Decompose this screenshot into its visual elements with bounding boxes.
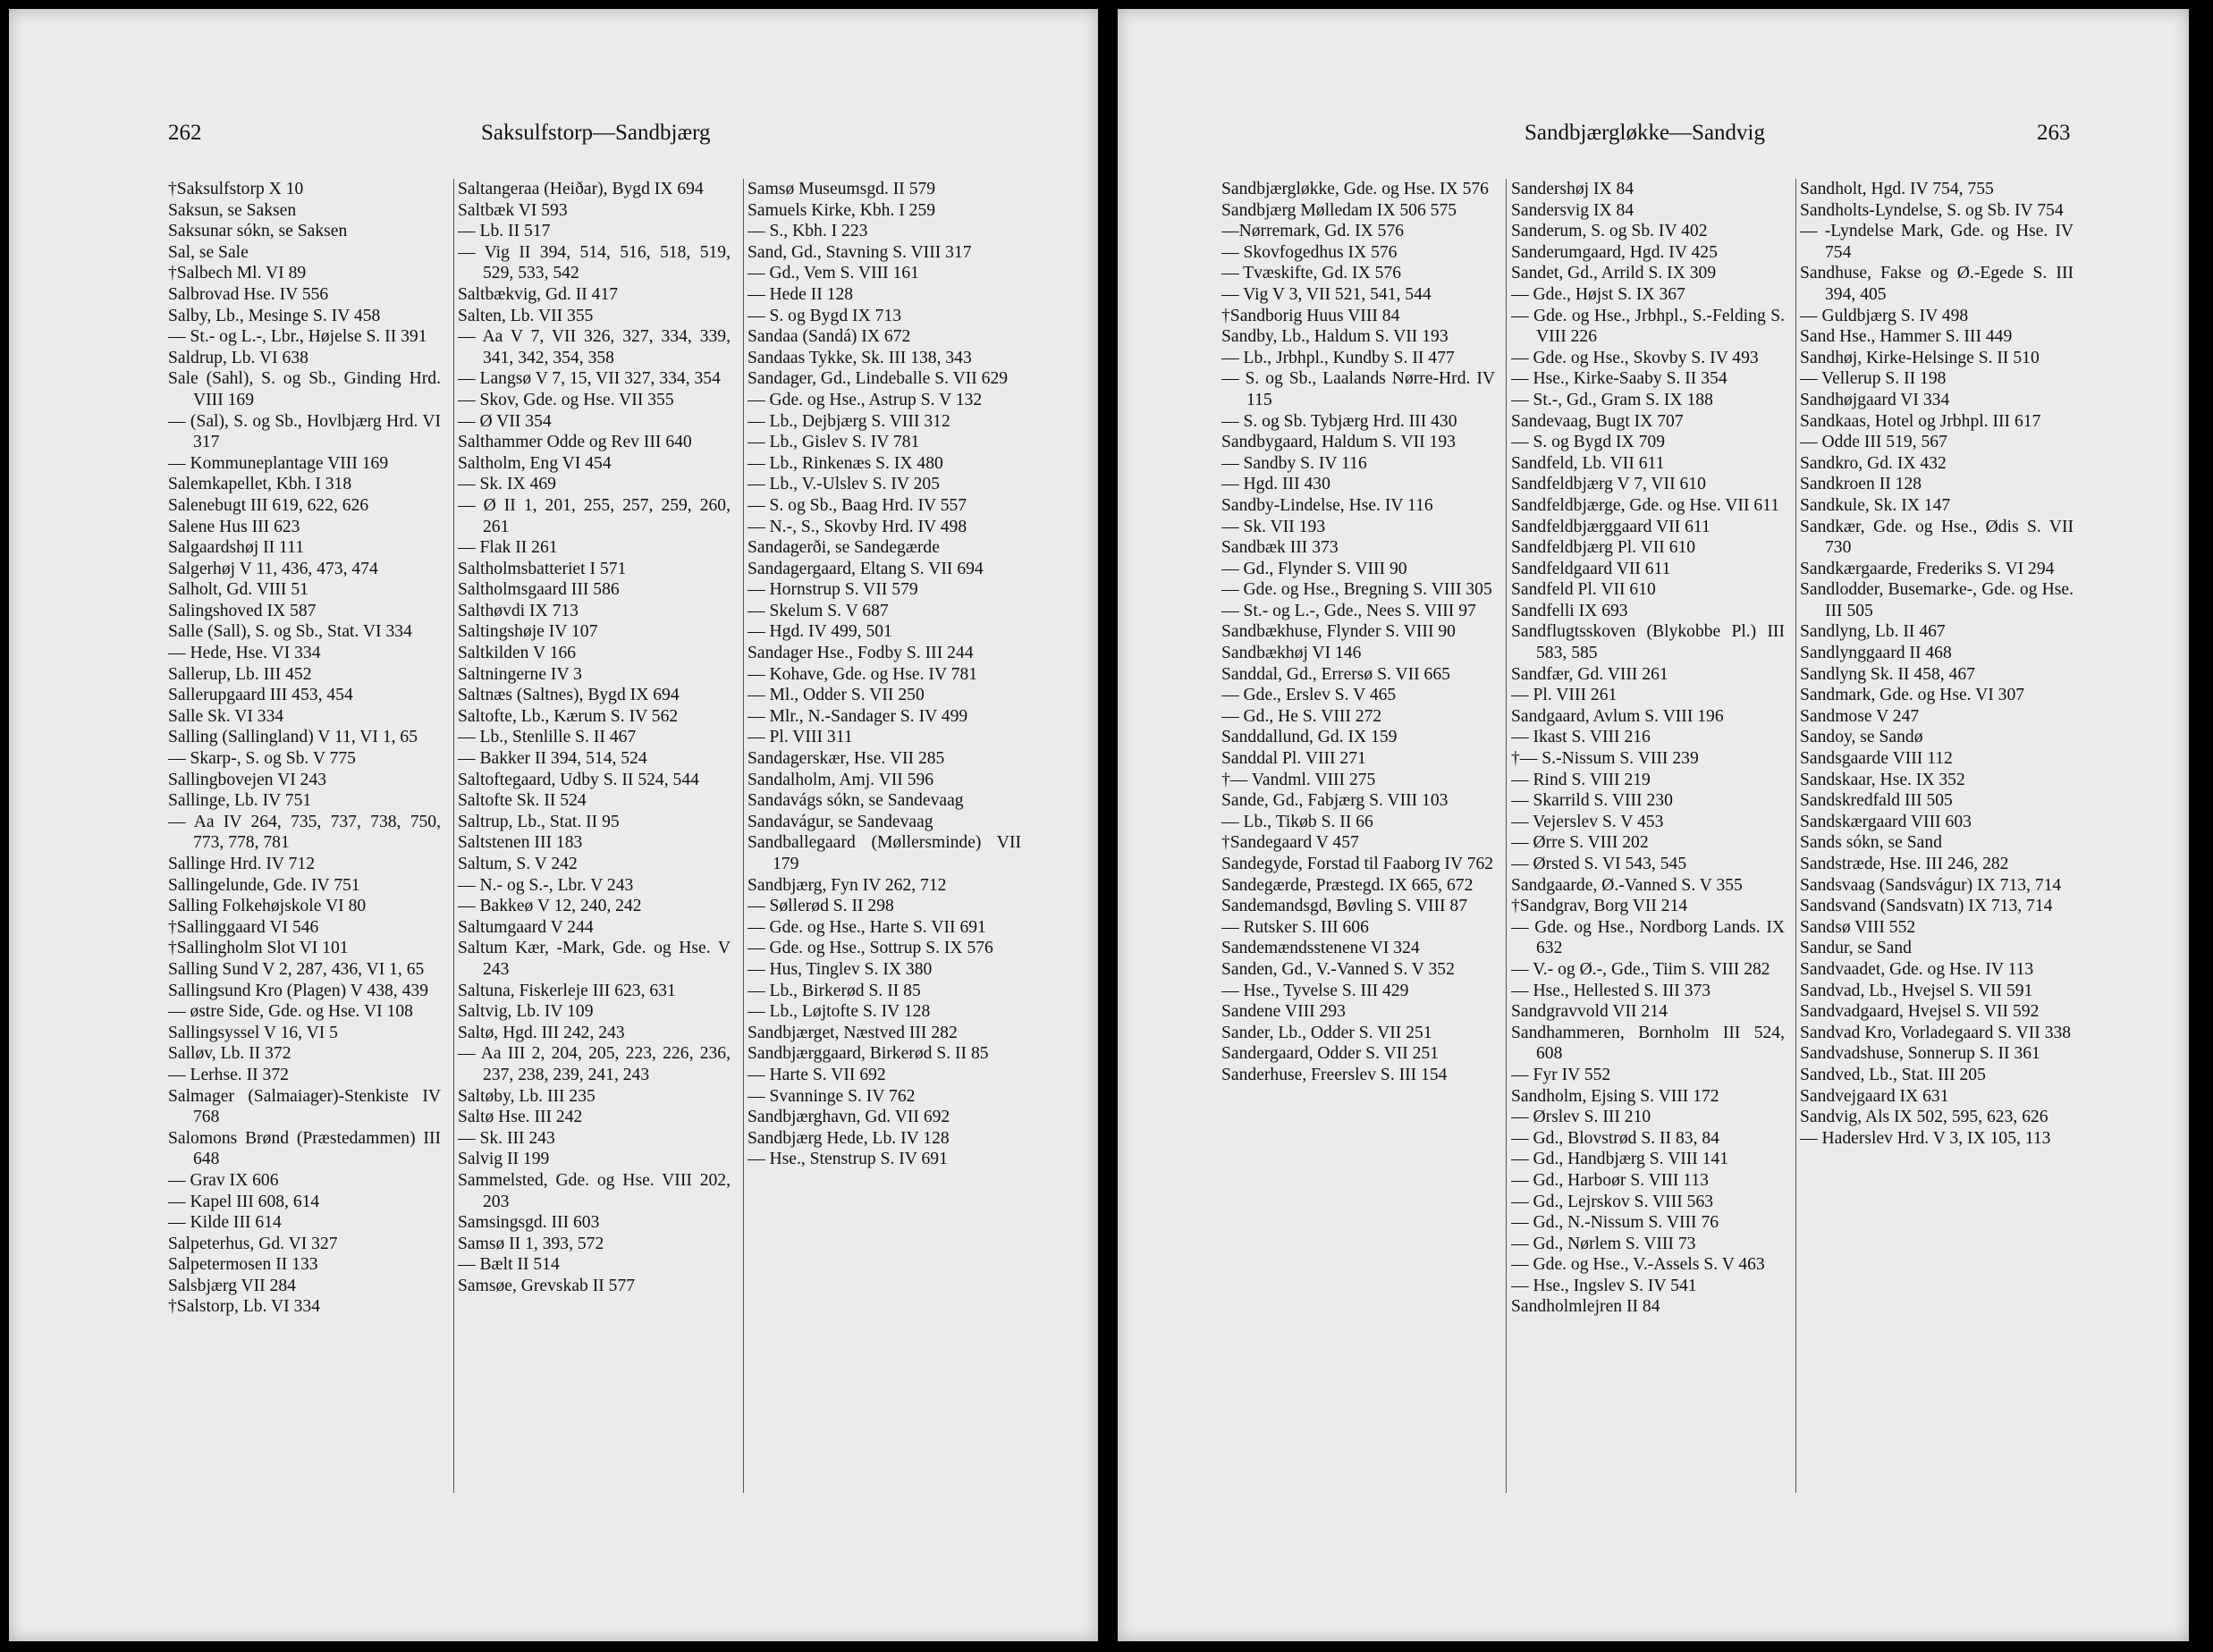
index-entry: Salgerhøj V 11, 436, 473, 474 — [168, 559, 378, 578]
index-entry: — Gd., He S. VIII 272 — [1221, 706, 1382, 726]
index-entry: Salpeterhus, Gd. VI 327 — [168, 1234, 338, 1253]
index-entry: — Aa V 7, VII 326, 327, 334, 339, 341, 342, 354, 358 — [458, 327, 731, 367]
column-rule — [453, 179, 454, 1493]
index-entry: Saltangeraa (Heiðar), Bygd IX 694 — [458, 180, 704, 198]
index-entry: †Sallinggaard VI 546 — [168, 917, 319, 937]
index-entry: — Hse., Ingslev S. IV 541 — [1511, 1276, 1697, 1295]
index-entry: Sandholt, Hgd. IV 754, 755 — [1800, 180, 1994, 198]
index-entry: — Ørsted S. VI 543, 545 — [1511, 855, 1687, 873]
index-entry: — Mlr., N.-Sandager S. IV 499 — [748, 706, 968, 726]
index-entry: Sandby, Lb., Haldum S. VII 193 — [1221, 327, 1449, 347]
index-entry: Salomons Brønd (Præstedammen) III 648 — [168, 1128, 441, 1169]
index-entry: Sandur, se Sand — [1800, 939, 1912, 958]
index-entry: Saltum Kær, -Mark, Gde. og Hse. V 243 — [458, 939, 731, 979]
index-entry: Sandfeldbjærg Pl. VII 610 — [1511, 538, 1696, 558]
index-entry: Saltholmsbatteriet I 571 — [458, 559, 627, 578]
index-entry: †Sandegaard V 457 — [1221, 833, 1359, 853]
index-entry: Sandmose V 247 — [1800, 706, 1920, 726]
index-entry: — Lb. II 517 — [458, 222, 551, 241]
index-entry: Sandbjærg, Fyn IV 262, 712 — [748, 875, 947, 895]
index-entry: Sandagerði, se Sandegærde — [748, 538, 940, 558]
index-entry: — Hgd. III 430 — [1221, 475, 1330, 494]
index-entry: Sandaa (Sandá) IX 672 — [748, 327, 911, 347]
index-entry: — Gde. og Hse., V.-Assels S. V 463 — [1511, 1255, 1765, 1275]
index-entry: Sandfeld, Lb. VII 611 — [1511, 453, 1665, 473]
index-entry: Salene Hus III 623 — [168, 517, 300, 536]
index-entry: — Rind S. VIII 219 — [1511, 770, 1651, 789]
index-entry: Sandvad Kro, Vorladegaard S. VII 338 — [1800, 1023, 2072, 1042]
index-entry: — V.- og Ø.-, Gde., Tiim S. VIII 282 — [1511, 959, 1770, 979]
index-entry: Salvig II 199 — [458, 1150, 550, 1169]
index-entry: Sandkærgaarde, Frederiks S. VI 294 — [1800, 559, 2055, 578]
index-entry: — Søllerød S. II 298 — [748, 897, 894, 916]
index-entry: — N.- og S.-, Lbr. V 243 — [458, 875, 634, 895]
index-entry: Salenebugt III 619, 622, 626 — [168, 495, 369, 515]
index-entry: Sandskærgaard VIII 603 — [1800, 812, 1972, 831]
index-entry: Saksunar sókn, se Saksen — [168, 222, 348, 241]
index-entry: — Kommuneplantage VIII 169 — [168, 453, 389, 473]
index-entry: Sandbjærget, Næstved III 282 — [748, 1023, 958, 1042]
index-entry: — Lb., Jrbhpl., Kundby S. II 477 — [1221, 348, 1455, 367]
index-entry: Sandlyng Sk. II 458, 467 — [1800, 664, 1975, 684]
index-entry: Sanderumgaard, Hgd. IV 425 — [1511, 242, 1718, 262]
index-entry: Sandhammeren, Bornholm III 524, 608 — [1511, 1023, 1785, 1064]
index-entry: Saltbæk VI 593 — [458, 200, 568, 220]
index-entry: Sandfeldbjærg V 7, VII 610 — [1511, 475, 1706, 494]
index-entry: Salløv, Lb. II 372 — [168, 1044, 291, 1064]
index-entry: Sallinge Hrd. IV 712 — [168, 855, 315, 873]
running-head: Saksulfstorp—Sandbjærg — [481, 121, 711, 145]
index-entry: Saltuna, Fiskerleje III 623, 631 — [458, 981, 676, 1000]
index-entry: Sandavágur, se Sandevaag — [748, 812, 933, 831]
index-entry: Sandbjærggaard, Birkerød S. II 85 — [748, 1044, 989, 1064]
index-entry: Sandbækhøj VI 146 — [1221, 644, 1362, 663]
index-entry: Sandlodder, Busemarke-, Gde. og Hse. III 505 — [1800, 580, 2074, 620]
index-entry: — Pl. VIII 311 — [748, 728, 853, 747]
index-entry: Sanderum, S. og Sb. IV 402 — [1511, 222, 1708, 241]
index-entry: — Bælt II 514 — [458, 1255, 560, 1275]
index-entry: — Bakker II 394, 514, 524 — [458, 749, 647, 769]
index-column — [1221, 179, 1495, 1511]
index-entry: Sandved, Lb., Stat. III 205 — [1800, 1065, 1986, 1084]
index-entry: — S., Kbh. I 223 — [748, 222, 868, 241]
index-entry: — Lb., Rinkenæs S. IX 480 — [748, 453, 943, 473]
index-entry: — Haderslev Hrd. V 3, IX 105, 113 — [1800, 1128, 2051, 1148]
index-entry: Samsø II 1, 393, 572 — [458, 1234, 604, 1253]
index-entry: — Gde., Erslev S. V 465 — [1221, 686, 1397, 705]
index-entry: Sandfær, Gd. VIII 261 — [1511, 664, 1668, 684]
index-entry: Saltvig, Lb. IV 109 — [458, 1002, 594, 1022]
index-entry: Sanddallund, Gd. IX 159 — [1221, 728, 1398, 747]
index-entry: — Ø II 1, 201, 255, 257, 259, 260, 261 — [458, 495, 731, 536]
index-entry: Sandagergaard, Eltang S. VII 694 — [748, 559, 984, 578]
index-entry: Saltofte Sk. II 524 — [458, 791, 587, 811]
index-entry: Sande, Gd., Fabjærg S. VIII 103 — [1221, 791, 1449, 811]
index-entry: — Lb., V.-Ulslev S. IV 205 — [748, 475, 941, 494]
index-entry: — Lb., Tikøb S. II 66 — [1221, 812, 1373, 831]
index-entry: Sandager Hse., Fodby S. III 244 — [748, 644, 974, 663]
index-entry: — Svanninge S. IV 762 — [748, 1086, 916, 1106]
index-column — [1511, 179, 1785, 1511]
index-entry: Sal, se Sale — [168, 242, 249, 262]
index-entry: — Ø VII 354 — [458, 411, 552, 431]
index-entry: — Gd., Lejrskov S. VIII 563 — [1511, 1192, 1714, 1211]
index-entry: Saltø Hse. III 242 — [458, 1108, 583, 1127]
index-entry: — Gde. og Hse., Harte S. VII 691 — [748, 917, 986, 937]
index-entry: — St.-, Gd., Gram S. IX 188 — [1511, 390, 1713, 409]
index-entry: — Tvæskifte, Gd. IX 576 — [1221, 264, 1402, 283]
index-entry: Sandalholm, Amj. VII 596 — [748, 770, 934, 789]
index-entry: — Gde. og Hse., Sottrup S. IX 576 — [748, 939, 993, 958]
index-entry: Salingshoved IX 587 — [168, 601, 317, 620]
index-entry: Sandskredfald III 505 — [1800, 791, 1953, 811]
index-entry: — Kapel III 608, 614 — [168, 1192, 320, 1211]
index-entry: Sandstræde, Hse. III 246, 282 — [1800, 855, 2009, 873]
running-head: Sandbjærgløkke—Sandvig — [1525, 121, 1765, 145]
index-entry: — Gd., N.-Nissum S. VIII 76 — [1511, 1213, 1719, 1233]
index-entry: Sandkroen II 128 — [1800, 475, 1922, 494]
index-entry: Sandvejgaard IX 631 — [1800, 1086, 1949, 1106]
index-entry: — Gde. og Hse., Skovby S. IV 493 — [1511, 348, 1759, 367]
index-entry: Sanddal, Gd., Errersø S. VII 665 — [1221, 664, 1450, 684]
index-entry: Saltofte, Lb., Kærum S. IV 562 — [458, 706, 679, 726]
index-entry: Sandvadgaard, Hvejsel S. VII 592 — [1800, 1002, 2040, 1022]
index-entry: Saksun, se Saksen — [168, 200, 297, 220]
index-entry: Sallinge, Lb. IV 751 — [168, 791, 312, 811]
index-entry: Sands sókn, se Sand — [1800, 833, 1942, 853]
index-column — [748, 179, 1021, 1511]
index-entry: Sandballegaard (Møllersminde) VII 179 — [748, 833, 1021, 873]
index-entry: Sandvad, Lb., Hvejsel S. VII 591 — [1800, 981, 2033, 1000]
index-entry: Sandet, Gd., Arrild S. IX 309 — [1511, 264, 1717, 283]
index-entry: Sandoy, se Sandø — [1800, 728, 1923, 747]
index-entry: Sandbjærghavn, Gd. VII 692 — [748, 1108, 950, 1127]
index-entry: Salthøvdi IX 713 — [458, 601, 579, 620]
page-number: 262 — [168, 121, 202, 145]
index-entry: Sandkaas, Hotel og Jrbhpl. III 617 — [1800, 411, 2041, 431]
index-entry: — Flak II 261 — [458, 538, 558, 558]
index-entry: — Aa III 2, 204, 205, 223, 226, 236, 237, 238, 239, 241, 243 — [458, 1044, 731, 1084]
index-entry: Saltningerne IV 3 — [458, 664, 582, 684]
index-entry: Salten, Lb. VII 355 — [458, 306, 594, 325]
index-entry: Samsingsgd. III 603 — [458, 1213, 600, 1233]
index-entry: †Sandborig Huus VIII 84 — [1221, 306, 1400, 325]
index-entry: — Lb., Birkerød S. II 85 — [748, 981, 921, 1000]
index-entry: Sandbjærg Hede, Lb. IV 128 — [748, 1128, 950, 1148]
index-entry: Sallerup, Lb. III 452 — [168, 664, 312, 684]
index-entry: Sand Hse., Hammer S. III 449 — [1800, 327, 2013, 347]
index-entry: Samuels Kirke, Kbh. I 259 — [748, 200, 936, 220]
index-entry: Sandbækhuse, Flynder S. VIII 90 — [1221, 622, 1456, 642]
index-entry: Salgaardshøj II 111 — [168, 538, 304, 558]
index-entry: Saltkilden V 166 — [458, 644, 577, 663]
index-entry: Sandhuse, Fakse og Ø.-Egede S. III 394, 405 — [1800, 264, 2074, 304]
index-entry: Saltum, S. V 242 — [458, 855, 578, 873]
index-entry: — Bakkeø V 12, 240, 242 — [458, 897, 642, 916]
index-entry: Saltø, Hgd. III 242, 243 — [458, 1023, 625, 1042]
index-entry: Sallerupgaard III 453, 454 — [168, 686, 353, 705]
index-entry: Sandskaar, Hse. IX 352 — [1800, 770, 1965, 789]
index-entry: Sanddal Pl. VIII 271 — [1221, 749, 1366, 769]
index-entry: — Lb., Stenlille S. II 467 — [458, 728, 637, 747]
index-entry: Sandsø VIII 552 — [1800, 917, 1916, 937]
index-entry: — Odde III 519, 567 — [1800, 433, 1947, 452]
index-entry: Sandegærde, Præstegd. IX 665, 672 — [1221, 875, 1474, 895]
index-entry: — Rutsker S. III 606 — [1221, 917, 1369, 937]
index-entry: †Sallingholm Slot VI 101 — [168, 939, 349, 958]
index-entry: — S. og Sb. Tybjærg Hrd. III 430 — [1221, 411, 1457, 431]
index-entry: Sandbæk III 373 — [1221, 538, 1339, 558]
index-entry: — Skov, Gde. og Hse. VII 355 — [458, 390, 674, 409]
index-entry: Salling (Sallingland) V 11, VI 1, 65 — [168, 728, 418, 747]
index-entry: — Hornstrup S. VII 579 — [748, 580, 918, 600]
index-entry: — Lb., Løjtofte S. IV 128 — [748, 1002, 931, 1022]
index-entry: Sandemandsgd, Bøvling S. VIII 87 — [1221, 897, 1468, 916]
index-entry: Sandflugtsskoven (Blykobbe Pl.) III 583, 585 — [1511, 622, 1785, 663]
index-entry: — Hgd. IV 499, 501 — [748, 622, 892, 642]
index-entry: — Hus, Tinglev S. IX 380 — [748, 959, 933, 979]
index-entry: — Gd., Blovstrød S. II 83, 84 — [1511, 1128, 1719, 1148]
index-entry: — (Sal), S. og Sb., Hovlbjærg Hrd. VI 317 — [168, 411, 441, 452]
index-entry: — Sk. III 243 — [458, 1128, 555, 1148]
index-entry: — Vejerslev S. V 453 — [1511, 812, 1664, 831]
index-entry: Salthammer Odde og Rev III 640 — [458, 433, 692, 452]
index-entry: Sandemændsstenene VI 324 — [1221, 939, 1420, 958]
index-entry: — Sk. VII 193 — [1221, 517, 1326, 536]
index-entry: — Hse., Stenstrup S. IV 691 — [748, 1150, 948, 1169]
index-entry: Sandsgaarde VIII 112 — [1800, 749, 1953, 769]
index-entry: — S. og Bygd IX 709 — [1511, 433, 1666, 452]
index-entry: — Hse., Hellested S. III 373 — [1511, 981, 1711, 1000]
index-entry: — Hede, Hse. VI 334 — [168, 644, 321, 663]
index-entry: Saltumgaard V 244 — [458, 917, 594, 937]
index-entry: — St.- og L.-, Gde., Nees S. VIII 97 — [1221, 601, 1476, 620]
index-entry: Sanden, Gd., V.-Vanned S. V 352 — [1221, 959, 1455, 979]
index-entry: Salling Sund V 2, 287, 436, VI 1, 65 — [168, 959, 425, 979]
index-entry: Sandevaag, Bugt IX 707 — [1511, 411, 1684, 431]
index-entry: Sandsvaag (Sandsvágur) IX 713, 714 — [1800, 875, 2062, 895]
index-entry: — -Lyndelse Mark, Gde. og Hse. IV 754 — [1800, 222, 2074, 262]
index-entry: — Fyr IV 552 — [1511, 1065, 1611, 1084]
index-entry: — Hede II 128 — [748, 284, 854, 304]
index-entry: Sandvaadet, Gde. og Hse. IV 113 — [1800, 959, 2034, 979]
index-entry: Saltøby, Lb. III 235 — [458, 1086, 595, 1106]
column-rule — [1795, 179, 1796, 1493]
index-entry: — Guldbjærg S. IV 498 — [1800, 306, 1969, 325]
index-entry: †Salstorp, Lb. VI 334 — [168, 1297, 320, 1317]
index-entry: Salsbjærg VII 284 — [168, 1276, 296, 1295]
index-entry: Sandfeldbjærge, Gde. og Hse. VII 611 — [1511, 495, 1780, 515]
index-entry: Saldrup, Lb. VI 638 — [168, 348, 308, 367]
index-entry: Sandaas Tykke, Sk. III 138, 343 — [748, 348, 972, 367]
column-rule — [743, 179, 744, 1493]
index-entry: Sandbjærg Mølledam IX 506 575 — [1221, 200, 1457, 220]
index-entry: Sandholmlejren II 84 — [1511, 1297, 1660, 1317]
index-entry: Saltholmsgaard III 586 — [458, 580, 620, 600]
index-entry: Sandegyde, Forstad til Faaborg IV 762 — [1221, 855, 1494, 873]
index-entry: — Kohave, Gde. og Hse. IV 781 — [748, 664, 978, 684]
index-entry: Sandagerskær, Hse. VII 285 — [748, 749, 945, 769]
index-entry: †Saksulfstorp X 10 — [168, 180, 304, 198]
index-entry: — Ørre S. VIII 202 — [1511, 833, 1649, 853]
index-entry: — Gde. og Hse., Jrbhpl., S.-Felding S. VIII 226 — [1511, 306, 1785, 347]
index-entry: —Nørremark, Gd. IX 576 — [1221, 222, 1405, 241]
index-entry: — Hse., Kirke-Saaby S. II 354 — [1511, 369, 1727, 389]
index-entry: Salle Sk. VI 334 — [168, 706, 284, 726]
index-entry: Saltholm, Eng VI 454 — [458, 453, 612, 473]
index-entry: — Lb., Dejbjærg S. VIII 312 — [748, 411, 950, 431]
index-column — [1800, 179, 2074, 1511]
index-entry: Sandlynggaard II 468 — [1800, 644, 1952, 663]
index-entry: Sandershøj IX 84 — [1511, 180, 1634, 198]
index-entry: — Lerhse. II 372 — [168, 1065, 289, 1084]
index-entry: Salpetermosen II 133 — [168, 1255, 318, 1275]
index-entry: — Kilde III 614 — [168, 1213, 282, 1233]
index-entry: Sandfelli IX 693 — [1511, 601, 1628, 620]
index-entry: Sandbjærgløkke, Gde. og Hse. IX 576 — [1221, 180, 1489, 198]
index-entry: Sandvig, Als IX 502, 595, 623, 626 — [1800, 1108, 2048, 1127]
index-entry: Sandsvand (Sandsvatn) IX 713, 714 — [1800, 897, 2053, 916]
left-page — [9, 9, 1098, 1641]
index-entry: — S. og Sb., Baag Hrd. IV 557 — [748, 495, 967, 515]
index-entry: Saltbækvig, Gd. II 417 — [458, 284, 619, 304]
index-entry: — Gde. og Hse., Nordborg Lands. IX 632 — [1511, 917, 1785, 958]
page-number: 263 — [2037, 121, 2071, 145]
index-entry: Sandavágs sókn, se Sandevaag — [748, 791, 964, 811]
index-entry: Sandhøj, Kirke-Helsinge S. II 510 — [1800, 348, 2040, 367]
index-entry: — Gd., Handbjærg S. VIII 141 — [1511, 1150, 1729, 1169]
index-entry: Sandlyng, Lb. II 467 — [1800, 622, 1946, 642]
index-entry: — Gde., Højst S. IX 367 — [1511, 284, 1685, 304]
index-column — [168, 179, 441, 1511]
index-entry: Sandersvig IX 84 — [1511, 200, 1634, 220]
index-entry: Sandgravvold VII 214 — [1511, 1002, 1668, 1022]
index-entry: Sammelsted, Gde. og Hse. VIII 202, 203 — [458, 1170, 731, 1211]
index-entry: Sandgaard, Avlum S. VIII 196 — [1511, 706, 1724, 726]
index-entry: Sandholm, Ejsing S. VIII 172 — [1511, 1086, 1719, 1106]
index-entry: Sallingelunde, Gde. IV 751 — [168, 875, 360, 895]
index-entry: Sander, Lb., Odder S. VII 251 — [1221, 1023, 1432, 1042]
index-entry: Sandfeldbjærggaard VII 611 — [1511, 517, 1710, 536]
index-entry: — Hse., Tyvelse S. III 429 — [1221, 981, 1409, 1000]
index-entry: — Skarrild S. VIII 230 — [1511, 791, 1673, 811]
index-entry: Sanderhuse, Freerslev S. III 154 — [1221, 1065, 1448, 1084]
index-entry: Saltstenen III 183 — [458, 833, 583, 853]
index-entry: †— S.-Nissum S. VIII 239 — [1511, 749, 1699, 769]
index-entry: — Grav IX 606 — [168, 1170, 279, 1190]
index-entry: — Aa IV 264, 735, 737, 738, 750, 773, 778, 781 — [168, 812, 441, 853]
index-entry: — Skelum S. V 687 — [748, 601, 889, 620]
index-entry: — Gd., Harboør S. VIII 113 — [1511, 1170, 1709, 1190]
index-entry: Sandgaarde, Ø.-Vanned S. V 355 — [1511, 875, 1743, 895]
index-entry: Sandergaard, Odder S. VII 251 — [1221, 1044, 1440, 1064]
index-entry: Sandkro, Gd. IX 432 — [1800, 453, 1947, 473]
index-entry: — Gd., Flynder S. VIII 90 — [1221, 559, 1407, 578]
index-entry: Salemkapellet, Kbh. I 318 — [168, 475, 352, 494]
index-entry: Sandene VIII 293 — [1221, 1002, 1346, 1022]
index-entry: Samsøe, Grevskab II 577 — [458, 1276, 636, 1295]
index-entry: — Sk. IX 469 — [458, 475, 556, 494]
index-entry: Sallingbovejen VI 243 — [168, 770, 327, 789]
index-entry: Salle (Sall), S. og Sb., Stat. VI 334 — [168, 622, 412, 642]
index-entry: — Gde. og Hse., Bregning S. VIII 305 — [1221, 580, 1492, 600]
index-entry: — Vig V 3, VII 521, 541, 544 — [1221, 284, 1432, 304]
index-entry: — Pl. VIII 261 — [1511, 686, 1618, 705]
index-entry: — Gd., Nørlem S. VIII 73 — [1511, 1234, 1696, 1253]
index-entry: — Harte S. VII 692 — [748, 1065, 886, 1084]
index-entry: Samsø Museumsgd. II 579 — [748, 180, 936, 198]
right-page — [1118, 9, 2189, 1641]
index-entry: Sallingsund Kro (Plagen) V 438, 439 — [168, 981, 428, 1000]
index-entry: Sandholts-Lyndelse, S. og Sb. IV 754 — [1800, 200, 2064, 220]
index-entry: Sale (Sahl), S. og Sb., Ginding Hrd. VIII 169 — [168, 369, 441, 409]
index-entry: Sandbygaard, Haldum S. VII 193 — [1221, 433, 1456, 452]
index-entry: — Ml., Odder S. VII 250 — [748, 686, 925, 705]
index-entry: Sandhøjgaard VI 334 — [1800, 390, 1950, 409]
index-entry: Salbrovad Hse. IV 556 — [168, 284, 329, 304]
index-entry: Salmager (Salmaiager)-Stenkiste IV 768 — [168, 1086, 441, 1127]
index-entry: — Gde. og Hse., Astrup S. V 132 — [748, 390, 983, 409]
index-entry: Sandkule, Sk. IX 147 — [1800, 495, 1951, 515]
index-entry: Sandfeld Pl. VII 610 — [1511, 580, 1656, 600]
index-entry: Salling Folkehøjskole VI 80 — [168, 897, 367, 916]
index-entry: †Salbech Ml. VI 89 — [168, 264, 307, 283]
index-entry: Sandager, Gd., Lindeballe S. VII 629 — [748, 369, 1009, 389]
index-entry: — Lb., Gislev S. IV 781 — [748, 433, 920, 452]
index-entry: Sandvadshuse, Sonnerup S. II 361 — [1800, 1044, 2040, 1064]
index-entry: Sandkær, Gde. og Hse., Ødis S. VII 730 — [1800, 517, 2074, 558]
index-entry: — Ikast S. VIII 216 — [1511, 728, 1651, 747]
index-entry: Saltrup, Lb., Stat. II 95 — [458, 812, 620, 831]
index-entry: Sallingsyssel V 16, VI 5 — [168, 1023, 338, 1042]
index-entry: — S. og Bygd IX 713 — [748, 306, 902, 325]
index-entry: Sandby-Lindelse, Hse. IV 116 — [1221, 495, 1433, 515]
index-entry: Saltingshøje IV 107 — [458, 622, 598, 642]
index-entry: Sandfeldgaard VII 611 — [1511, 559, 1671, 578]
index-entry: Salholt, Gd. VIII 51 — [168, 580, 308, 600]
index-entry: Saltnæs (Saltnes), Bygd IX 694 — [458, 686, 680, 705]
index-entry: Sandmark, Gde. og Hse. VI 307 — [1800, 686, 2025, 705]
index-entry: Sand, Gd., Stavning S. VIII 317 — [748, 242, 972, 262]
index-entry: — Gd., Vem S. VIII 161 — [748, 264, 919, 283]
index-entry: — N.-, S., Skovby Hrd. IV 498 — [748, 517, 967, 536]
index-entry: — Langsø V 7, 15, VII 327, 334, 354 — [458, 369, 721, 389]
index-entry: Salby, Lb., Mesinge S. IV 458 — [168, 306, 381, 325]
index-entry: — St.- og L.-, Lbr., Højelse S. II 391 — [168, 327, 427, 347]
index-entry: — Sandby S. IV 116 — [1221, 453, 1367, 473]
index-entry: — Skarp-, S. og Sb. V 775 — [168, 749, 356, 769]
index-entry: — Vellerup S. II 198 — [1800, 369, 1947, 389]
index-entry: — Skovfogedhus IX 576 — [1221, 242, 1398, 262]
index-entry: †Sandgrav, Borg VII 214 — [1511, 897, 1688, 916]
index-entry: — Ørslev S. III 210 — [1511, 1108, 1651, 1127]
column-rule — [1506, 179, 1507, 1493]
index-entry: — Vig II 394, 514, 516, 518, 519, 529, 533, 542 — [458, 242, 731, 283]
index-entry: — S. og Sb., Laalands Nørre-Hrd. IV 115 — [1221, 369, 1495, 409]
index-column — [458, 179, 731, 1511]
index-entry: — østre Side, Gde. og Hse. VI 108 — [168, 1002, 413, 1022]
index-entry: Saltoftegaard, Udby S. II 524, 544 — [458, 770, 699, 789]
index-entry: †— Vandml. VIII 275 — [1221, 770, 1376, 789]
